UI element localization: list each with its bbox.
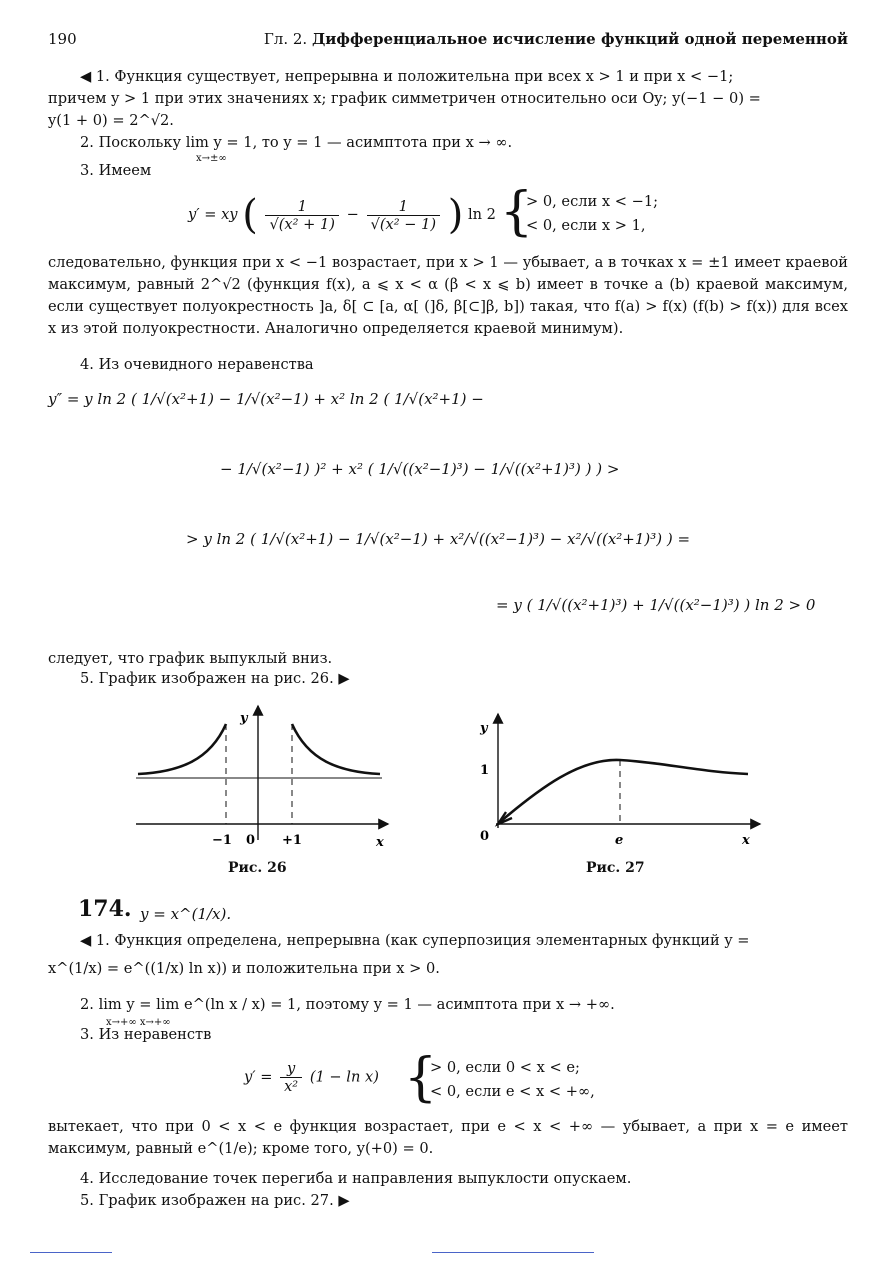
cases-brace-1: { — [500, 182, 534, 242]
p173-item2: 2. Поскольку lim y = 1, то y = 1 — асимптота при x → ∞. — [80, 134, 513, 151]
fig26-tick-plus1: +1 — [282, 833, 302, 848]
p173-paragraph-3: следовательно, функция при x < −1 возрастает, при x > 1 — убывает, а в точках x = ±1 имеет краевой максимум, равный 2^√2 (функция f(x), a ⩽ x < α (β < x ⩽ b) имеет в точке a (b) краевой максимум, если существует полуокрестность ]a, δ[ ⊂ [a, α[ (]δ, β[⊂]β, b]) такая, что f(a) > f(x) (f(b) > f(x)) для всех x из этой полуокрестности. Аналогично определяется краевой минимум). — [48, 254, 848, 337]
fig26-caption: Рис. 26 — [228, 860, 287, 876]
p173-derivative-formula: y′ = xy ( $\frac{1}{\text{√(x² + 1)}}$ − $\frac{1}{\text{√(x² − 1)}}$ ) ln 2 — [188, 192, 496, 238]
p174-paragraph-3: вытекает, что при 0 < x < e функция возрастает, при e < x < +∞ — убывает, а при x = e имеет максимум, равный e^(1/e); кроме того, y(+0) = 0. — [48, 1118, 848, 1157]
fig27-tick-e: e — [615, 833, 624, 848]
page-header — [48, 30, 848, 54]
fig27-caption: Рис. 27 — [586, 860, 645, 876]
problem-174-equation: y = x^(1/x). — [140, 905, 232, 923]
fig27-y-label: y — [480, 721, 488, 736]
p173-item4: 4. Из очевидного неравенства — [80, 356, 314, 373]
curve-right-branch — [292, 724, 380, 774]
p174-item2-limit-subscript: x→+∞ x→+∞ — [106, 1017, 171, 1028]
d2-line-2: − 1/√(x²−1) )² + x² ( 1/√((x²−1)³) − 1/√((x²+1)³) ) ) > — [220, 460, 620, 478]
curve-left-branch — [138, 724, 226, 774]
p174-derivative-cases: > 0, если 0 < x < e; < 0, если e < x < +∞, — [430, 1059, 595, 1100]
footer-link-underline-right[interactable] — [432, 1252, 594, 1253]
figure-27 — [470, 708, 770, 862]
fig26-tick-0: 0 — [246, 833, 256, 848]
footer-link-underline-left[interactable] — [30, 1252, 112, 1253]
deriv1-fraction-1: $\frac{1}{\text{√(x² + 1)}}$ — [265, 198, 339, 233]
deriv1-lhs: y′ = xy — [188, 206, 238, 223]
fig27-tick-1: 1 — [480, 763, 490, 778]
d2-line-1: y″ = y ln 2 ( 1/√(x²+1) − 1/√(x²−1) + x² ln 2 ( 1/√(x²+1) − — [48, 390, 484, 408]
problem-174-number: 174. — [78, 896, 132, 922]
page-number: 190 — [48, 30, 77, 48]
curve-x-pow-1-over-x — [500, 760, 748, 822]
chapter-title: Дифференциальное исчисление функций одной переменной — [311, 30, 848, 48]
fig27-x-label: x — [742, 833, 750, 848]
figure-26 — [130, 700, 400, 864]
p173-item3: 3. Имеем — [80, 162, 152, 179]
cases-brace-2: { — [404, 1048, 438, 1108]
p174-item4: 4. Исследование точек перегиба и направления выпуклости опускаем. — [80, 1170, 632, 1187]
fig26-tick-minus1: −1 — [212, 833, 232, 848]
d2-line-4: = y ( 1/√((x²+1)³) + 1/√((x²−1)³) ) ln 2 > 0 — [496, 596, 816, 614]
p173-conclusion: следует, что график выпуклый вниз. — [48, 650, 333, 667]
d2-line-3: > y ln 2 ( 1/√(x²+1) − 1/√(x²−1) + x²/√((x²−1)³) − x²/√((x²+1)³) ) = — [186, 530, 691, 548]
p174-derivative-fraction: $\frac{y}{\text{x²}}$ — [280, 1060, 302, 1095]
fig27-tick-0: 0 — [480, 829, 490, 844]
p174-item2: 2. lim y = lim e^(ln x / x) = 1, поэтому y = 1 — асимптота при x → +∞. — [80, 996, 615, 1013]
p173-item1-line1: ◀ 1. Функция существует, непрерывна и положительна при всех x > 1 и при x < −1; — [80, 68, 734, 85]
p174-item1-line1: ◀ 1. Функция определена, непрерывна (как суперпозиция элементарных функций y = — [80, 932, 750, 949]
p173-item2-limit-subscript: x→±∞ — [196, 153, 227, 164]
chapter-label: Гл. 2. — [263, 30, 308, 48]
figure-27-graph — [470, 708, 770, 858]
figure-26-graph — [130, 700, 400, 860]
p174-item3: 3. Из неравенств — [80, 1026, 212, 1043]
fig26-y-label: y — [240, 711, 248, 726]
deriv1-fraction-2: $\frac{1}{\text{√(x² − 1)}}$ — [367, 198, 441, 233]
deriv1-cases: > 0, если x < −1; < 0, если x > 1, — [526, 193, 659, 234]
p173-item1-line3: y(1 + 0) = 2^√2. — [48, 112, 174, 129]
fig26-x-label: x — [376, 835, 384, 850]
p173-item5: 5. График изображен на рис. 26. ▶ — [80, 670, 350, 687]
running-title — [264, 30, 848, 48]
p174-item5: 5. График изображен на рис. 27. ▶ — [80, 1192, 350, 1209]
p173-item1-line2: причем y > 1 при этих значениях x; график симметричен относительно оси Oy; y(−1 − 0) = — [48, 90, 761, 107]
p174-item1-line2: x^(1/x) = e^((1/x) ln x)) и положительна при x > 0. — [48, 960, 440, 977]
p174-derivative-formula: y′ = $\frac{y}{\text{x²}}$ (1 − ln x) — [244, 1060, 379, 1095]
